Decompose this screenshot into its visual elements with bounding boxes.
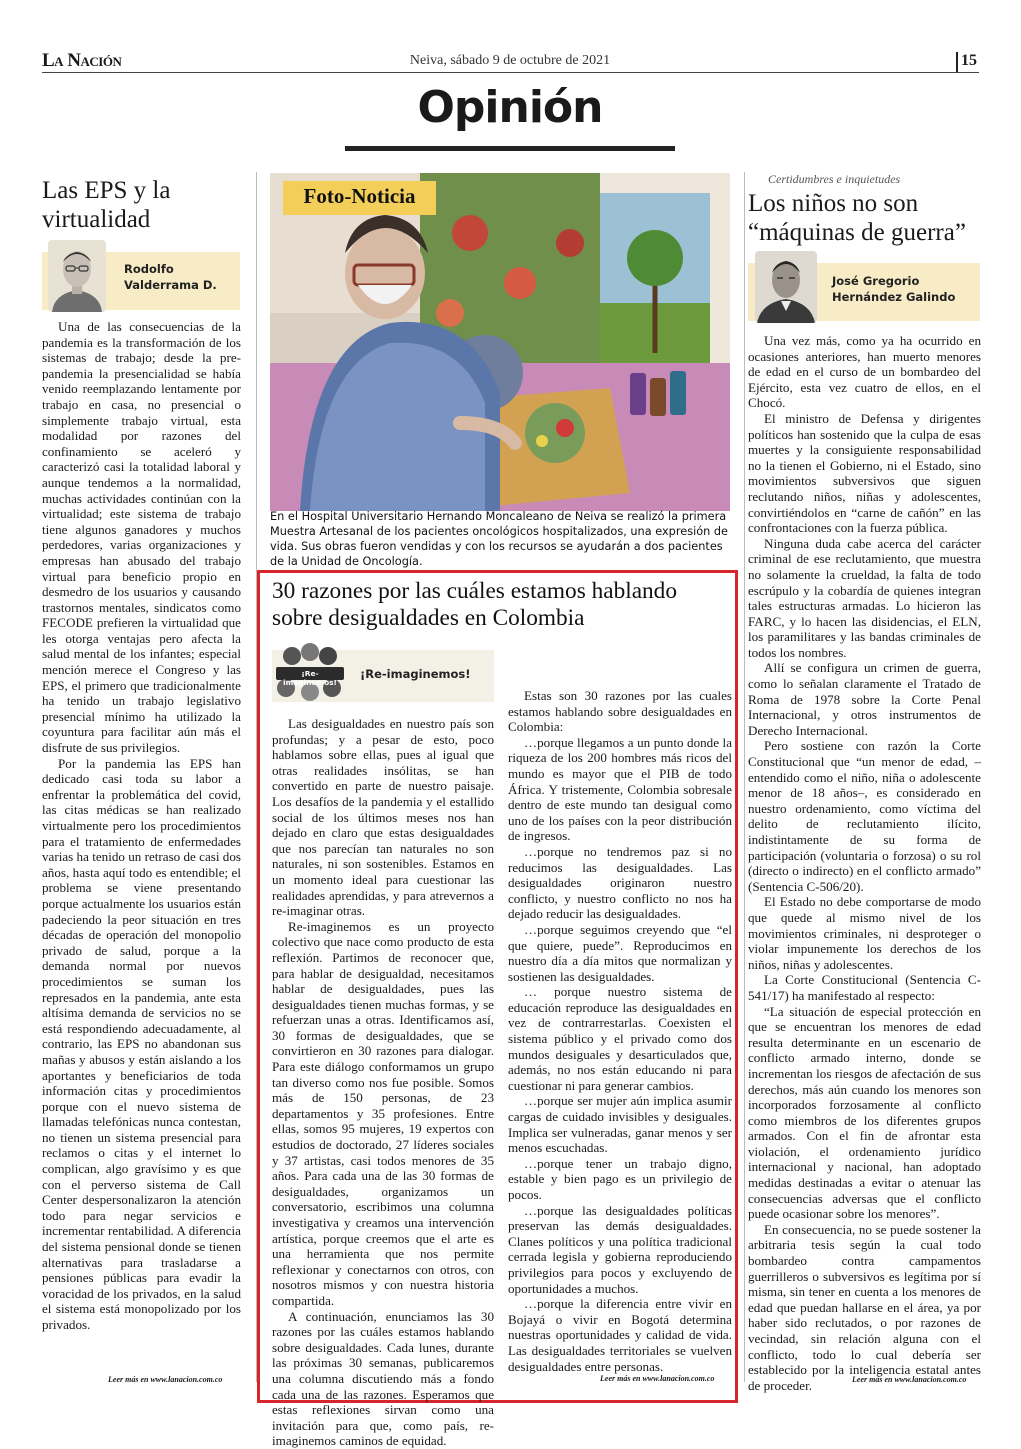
column-divider-right (744, 172, 745, 1382)
section-title-rule (345, 146, 675, 151)
page-number-divider (956, 52, 958, 72)
dateline: Neiva, sábado 9 de octubre de 2021 (409, 53, 611, 68)
center-paragraph: Estas son 30 razones por las cuales estamos hablando sobre desigualdades en Colombia: (508, 688, 732, 735)
page-number: 15 (961, 52, 977, 69)
right-paragraph: Allí se configura un crimen de guerra, como lo señalan claramente el Tratado de Roma de 1978 sobre la Corte Penal Internacional, y otros instrumentos de Derecho Internacional. (748, 660, 981, 738)
right-kicker: Certidumbres e inquietudes (768, 172, 901, 186)
header-rule (42, 72, 979, 73)
right-paragraph: El Estado no debe comportarse de modo que quede al mismo nivel de los movimientos criminales, ni desproteger o violar impunemente los derechos de los niños, niñas y adolescentes. (748, 894, 981, 972)
center-read-more-link[interactable]: Leer más en www.lanacion.com.co (600, 1374, 715, 1383)
right-paragraph: “La situación de especial protección en que se encuentran los menores de edad resulta determinante en un escenario de conflicto armado interno, donde se incrementan los riesgos de afectación de sus derechos, más aún cuando los menores son incorporados forzosamente al conflicto como miembros de los diferentes grupos armados. Con el fin de afrontar esta violación, el ordenamiento jurídico internacional y nacional, han adoptado medidas destinadas a evitar o atenuar las consecuencias adversas que el conflicto puede ocasionar sobre los menores”. (748, 1003, 981, 1222)
center-paragraph: A continuación, enunciamos las 30 razones por las cuáles estamos hablando sobre desigualdades. Cada lunes, durante las próximas 30 semanas, publicaremos una columna discutiendo más a fondo cada una de las razones. Esperamos que estas reflexiones sirvan como una invitación para que, como país, re-imaginemos caminos de equidad. (272, 1308, 494, 1449)
right-article-body (748, 333, 981, 1393)
right-paragraph: La Corte Constitucional (Sentencia C-541/17) ha manifestado al respecto: (748, 972, 981, 1003)
center-article-body-col2 (508, 688, 732, 1374)
left-read-more-link[interactable]: Leer más en www.lanacion.com.co (108, 1375, 223, 1384)
center-paragraph: … porque nuestro sistema de educación reproduce las desigualdades en vez de contrarrestarlas. Coexisten el sistema público y el privado como dos mundos desiguales y desarticulados que, además, no nos están educando ni para cuestionar ni para generar cambios. (508, 984, 732, 1093)
photo-news-image (270, 173, 730, 511)
photo-news-label: Foto-Noticia (303, 184, 416, 208)
center-paragraph: …porque la diferencia entre vivir en Bojayá o vivir en Bogotá determina nuestras oportunidades y calidad de vida. Las desigualdades territoriales se vuelven desigualdades entre personas. (508, 1296, 732, 1374)
column-name: ¡Re-imaginemos! (360, 667, 471, 681)
right-paragraph: Una vez más, como ya ha ocurrido en ocasiones anteriores, han muerto menores de edad en el curso de un bombardeo del Ejército, esta vez cuatro de ellos, en el Chocó. (748, 333, 981, 411)
right-read-more-link[interactable]: Leer más en www.lanacion.com.co (852, 1375, 967, 1384)
left-paragraph: Por la pandemia las EPS han dedicado casi toda su labor a enfrentar la problemática del covid, las citas médicas se han realizado virtualmente pero los procedimientos para el tratamiento de enfermedades varias ha tenido un retraso de casi dos años, hasta aquí todo es entendible; el problema se viene presentando porque actualmente los usuarios están padeciendo la peor situación en tres décadas de operación del monopolio privado de salud, porque a la demanda normal por nuevos procedimientos se suman los represados en la pandemia, ante esta altísima demanda de servicios no se está respondiendo adecuadamente, al contrario, las EPS no abandonan sus mañas y abusos y están aislando a los aportantes y beneficiarios de toda información citas y procedimientos porque con el nuevo sistema de llamadas telefónicas nunca contestan, no tienen un sistema presencial para reclamos o citas y el internet lo complican, algo gravísimo y es que con el perverso sistema de Call Center despersonalizaron la atención todo para negar servicios e incrementar rentabilidad. A diferencia del sistema pensional donde se tienen alternativas para trasladarse a pensiones públicas para evadir la voracidad de los privados, en la salud el sistema está monopolizado por los privados. (42, 755, 241, 1332)
right-author-photo (755, 251, 817, 323)
right-paragraph: El ministro de Defensa y dirigentes políticos han sostenido que la culpa de esas muertes y la consiguiente responsabilidad no la tienen el Gobierno, ni el Estado, sino movimientos subversivos que siguen reclutando niños, niñas y adolescentes, convirtiéndolos en “carne de cañón” en las confrontaciones con la fuerza pública. (748, 410, 981, 536)
right-paragraph: En consecuencia, no se puede sostener la arbitraria tesis según la cual todo bombardeo contra campamentos guerrilleros o subversivos es legítima por sí misma, sin tener en cuenta a los menores de edad que puedan hallarse en el área, ya por haber sido reclutados, o por razones de vecindad, sin relación alguna con el conflicto, todo lo cual debería ser establecido por la inteligencia estatal antes de proceder. (748, 1221, 981, 1393)
right-paragraph: Pero sostiene con razón la Corte Constitucional que “un menor de edad, –entendido como el niño, niña o adolescente menor de 18 años–, es considerado en nuestro ordenamiento, como víctima del delito de reclutamiento ilícito, indistintamente de su forma de participación (voluntaria o forzosa) o su rol (directo o indirecto) en el conflicto armado” (Sentencia C-506/20). (748, 738, 981, 894)
center-paragraph: …porque tener un trabajo digno, estable y bien pago es un privilegio de pocos. (508, 1155, 732, 1202)
center-paragraph: …porque seguimos creyendo que “el que quiere, puede”. Reproducimos en nuestro día a día mitos que normalizan y sostienen las desigualdades. (508, 921, 732, 984)
column-logo-text: ¡Re-imaginemos! (283, 669, 337, 687)
center-paragraph: …porque no tendremos paz si no reducimos las desigualdades. Las desigualdades originaron nuestro conflicto, y nuestro conflicto no nos ha dejado reducir las desigualdades. (508, 843, 732, 922)
center-paragraph: Las desigualdades en nuestro país son profundas; y a pesar de esto, poco hablamos sobre ellas, pues al igual que otras realidades insólitas, se han convertido en parte de nuestro paisaje. Los desafíos de la pandemia y el estallido social de los últimos meses nos han dejado en claro que estas desigualdades que nos parecían tan naturales no son naturales, ni son sostenibles. Estamos en un momento ideal para cuestionar las realidades aprendidas, y para atrevernos a re-imaginar otras. (272, 716, 494, 919)
left-paragraph: Una de las consecuencias de la pandemia es la transformación de los sistemas de trabajo; desde la pre-pandemia la presencialidad se había venido reemplazando lentamente por trabajo en casa, no presencial o simplemente trabajo virtual, esta modalidad por razones del confinamiento se aceleró y caracterizó casi la totalidad laboral y aunque tendemos a la normalidad, muchas actividades continúan con la virtualidad; este sistema de trabajo tiene algunos ganadores y muchos perdedores, varias organizaciones y empresas han abusado del trabajo virtual para beneficio propio en desmedro de los usuarios y causando trastornos mentales, sindicatos como FECODE prefieren la virtualidad que les otorga ventajas pero afecta la salud mental de los infantes; especial mención merece el Congreso y las EPS, el primero que tradicionalmente ha tenido un trabajo legislativo presencial mínimo ha utilizado la coyuntura para facilitar aún más el disfrute de sus privilegios. (42, 319, 241, 756)
left-author-photo (48, 240, 106, 312)
left-article-body (42, 319, 241, 1333)
center-paragraph: …porque ser mujer aún implica asumir cargas de cuidado invisibles y desiguales. Implica ser vulneradas, ganar menos y ser menos escuchadas. (508, 1093, 732, 1156)
right-author-name: José Gregorio Hernández Galindo (832, 274, 956, 304)
center-paragraph: …porque llegamos a un punto donde la riqueza de los 200 hombres más ricos del mundo es mayor que el PIB de todo África. Y tristemente, Colombia sobresale dentro de este mundo tan desigual como uno de los países con la peor distribución de ingresos. (508, 734, 732, 844)
right-paragraph: Ninguna duda cabe acerca del carácter criminal de ese reclutamiento, que muestra no solamente la crueldad, la falta de todo escrúpulo y la cobardía de quienes integran tales estructuras armadas. Lo hicieron las FARC, y lo hacen las disidencias, el ELN, los paramilitares y las bandas criminales de todos los nombres. (748, 535, 981, 660)
center-article-title: 30 razones por las cuáles estamos hablando sobre desigualdades en Colombia (272, 578, 677, 631)
masthead-logo: La Nación (42, 50, 122, 71)
center-article-body-col1 (272, 716, 494, 1449)
center-paragraph: …porque las desigualdades políticas preservan las demás desigualdades. Clanes políticos y una política tradicional cerrada legisla y gobierna reproduciendo privilegios para pocos y excluyendo de oportunidades a muchos. (508, 1202, 732, 1296)
section-title: Opinión (417, 82, 603, 133)
right-article-title: Los niños no son “máquinas de guerra” (748, 190, 966, 246)
photo-news-caption: En el Hospital Universitario Hernando Moncaleano de Neiva se realizó la primera Muestra Artesanal de los pacientes oncológicos hospitalizados, una expresión de vida. Sus obras fueron vendidas y con los recursos se ayudarán a dos pacientes de la Unidad de Oncología. (270, 510, 728, 568)
center-paragraph: Re-imaginemos es un proyecto colectivo que nace como producto de esta reflexión. Partimos de reconocer que, para hablar de desigualdad, necesitamos hablar de desigualdades, pues las desigualdades tienen muchas formas, y se refuerzan unas a otras. Identificamos así, 30 formas de desigualdades, que se convirtieron en 30 razones para dialogar. Para este diálogo conformamos un grupo tan diverso como nos fue posible. Somos más de 150 personas, de 23 departamentos y 35 profesiones. Entre ellas, somos 95 mujeres, 19 expertos con estudios de doctorado, 27 líderes sociales y 37 artistas, casi todos menores de 35 años. Para cada una de las 30 formas de desigualdades, organizamos un conversatorio, escribimos una columna investigativa y creamos una intervención artística, porque creemos que el arte es una herramienta que nos permite reflexionar y conectarnos con otros, con nosotros mismos y con nuestra historia compartida. (272, 918, 494, 1308)
left-article-title: Las EPS y la virtualidad (42, 177, 171, 233)
left-author-name: Rodolfo Valderrama D. (124, 262, 217, 292)
